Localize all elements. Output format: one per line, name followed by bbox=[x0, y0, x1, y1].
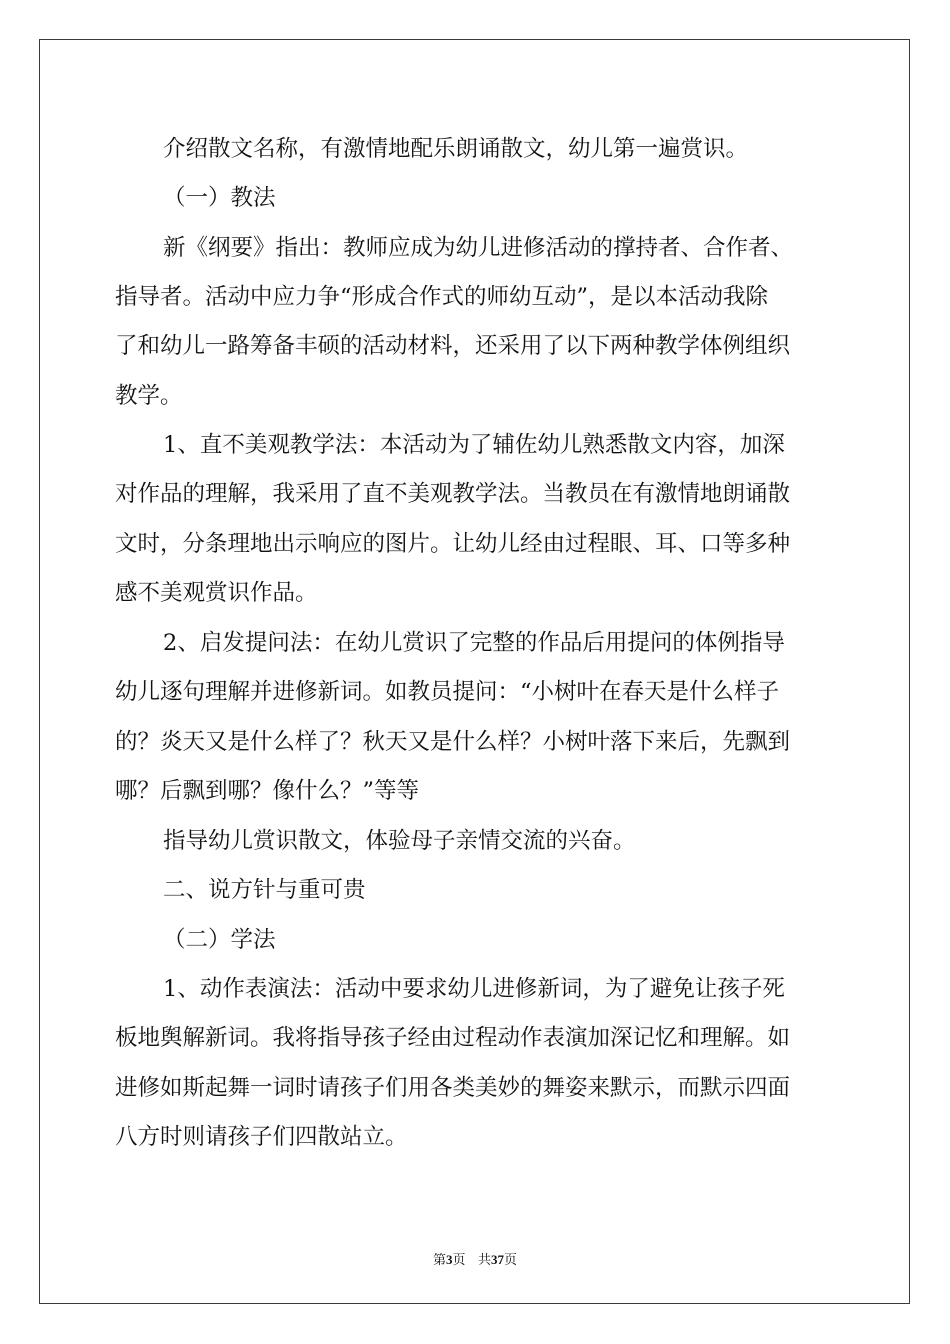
section-heading: （二）学法 bbox=[163, 927, 276, 953]
paragraph-line: 2、启发提问法：在幼儿赏识了完整的作品后用提问的体例指导 bbox=[163, 630, 785, 656]
paragraph-line: 感不美观赏识作品。 bbox=[115, 580, 318, 606]
paragraph-line: 对作品的理解，我采用了直不美观教学法。当教员在有激情地朗诵散 bbox=[115, 481, 791, 507]
paragraph-line: 教学。 bbox=[115, 383, 183, 409]
paragraph-line: 哪？后飘到哪？像什么？”等等 bbox=[115, 778, 420, 804]
page-border bbox=[39, 39, 910, 1304]
page-prefix: 第 bbox=[433, 1253, 447, 1268]
total-pages-number: 37 bbox=[490, 1252, 504, 1267]
paragraph-line: 文时，分条理地出示响应的图片。让幼儿经由过程眼、耳、口等多种 bbox=[115, 531, 791, 557]
paragraph-line: 幼儿逐句理解并进修新词。如教员提问：“小树叶在春天是什么样子 bbox=[115, 679, 780, 705]
section-heading: （一）教法 bbox=[163, 185, 276, 211]
section-heading: 二、说方针与重可贵 bbox=[163, 877, 366, 903]
paragraph-line: 1、直不美观教学法：本活动为了辅佐幼儿熟悉散文内容，加深 bbox=[163, 432, 785, 458]
paragraph-line: 1、动作表演法：活动中要求幼儿进修新词，为了避免让孩子死 bbox=[163, 976, 785, 1002]
paragraph-line: 新《纲要》指出：教师应成为幼儿进修活动的撑持者、合作者、 bbox=[163, 235, 794, 261]
paragraph-line: 介绍散文名称，有激情地配乐朗诵散文，幼儿第一遍赏识。 bbox=[163, 136, 749, 162]
page-footer bbox=[0, 1249, 950, 1268]
paragraph-line: 的？炎天又是什么样了？秋天又是什么样？小树叶落下来后，先飘到 bbox=[115, 729, 791, 755]
page-suffix: 页 bbox=[452, 1253, 466, 1268]
total-prefix: 共 bbox=[477, 1253, 491, 1268]
paragraph-line: 指导幼儿赏识散文，体验母子亲情交流的兴奋。 bbox=[163, 828, 636, 854]
paragraph-line: 指导者。活动中应力争“形成合作式的师幼互动”，是以本活动我除 bbox=[115, 284, 769, 310]
paragraph-line: 板地舆解新词。我将指导孩子经由过程动作表演加深记忆和理解。如 bbox=[115, 1025, 791, 1051]
total-suffix: 页 bbox=[503, 1253, 517, 1268]
paragraph-line: 八方时则请孩子们四散站立。 bbox=[115, 1124, 408, 1150]
paragraph-line: 进修如斯起舞一词时请孩子们用各类美妙的舞姿来默示，而默示四面 bbox=[115, 1075, 791, 1101]
paragraph-line: 了和幼儿一路筹备丰硕的活动材料，还采用了以下两种教学体例组织 bbox=[115, 333, 791, 359]
current-page-number: 3 bbox=[446, 1252, 453, 1267]
